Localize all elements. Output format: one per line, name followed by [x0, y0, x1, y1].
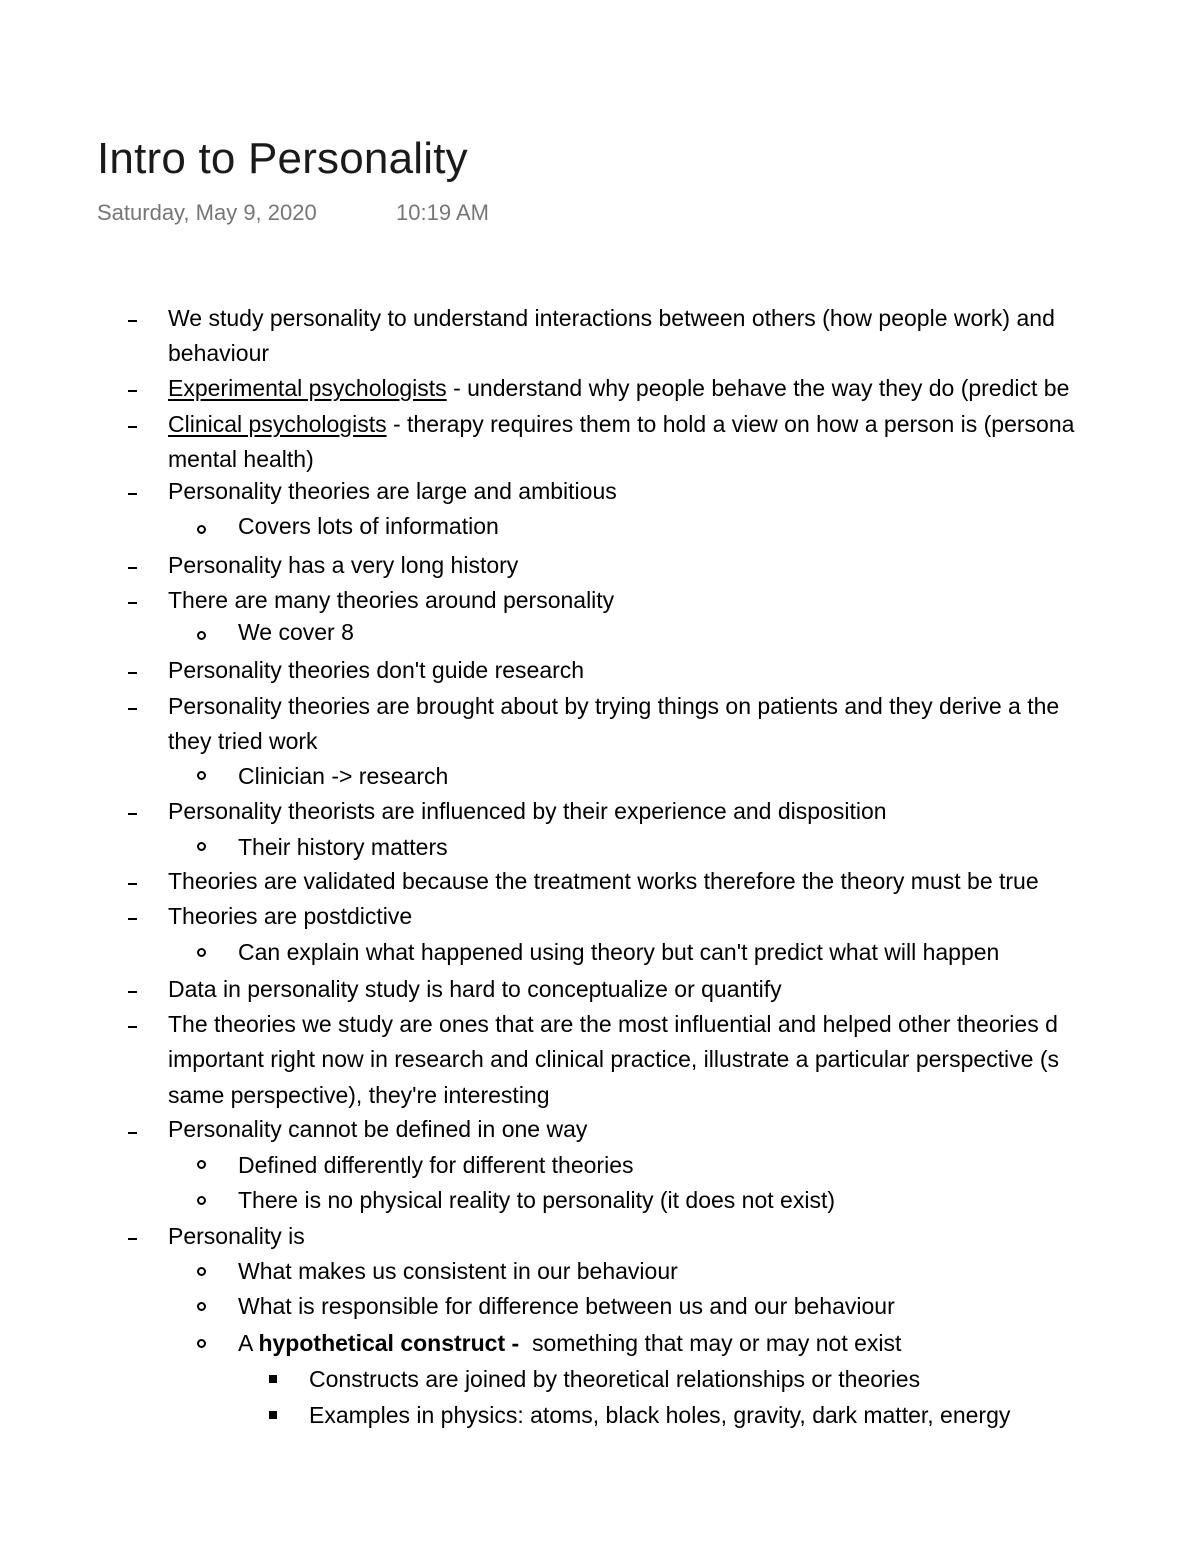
note-line: Personality theories don't guide research [168, 657, 585, 683]
dash-bullet [128, 1132, 137, 1134]
dash-bullet [128, 883, 137, 885]
circle-bullet [197, 631, 206, 640]
page-title: Intro to Personality [97, 134, 468, 183]
note-subline [238, 1328, 901, 1358]
note-text: something that may or may not exist [519, 1330, 902, 1356]
note-subline: We cover 8 [238, 619, 354, 645]
dash-bullet [128, 1238, 137, 1240]
dash-bullet [128, 426, 137, 428]
dash-bullet [128, 567, 137, 569]
circle-bullet [197, 948, 206, 957]
dash-bullet [128, 991, 137, 993]
circle-bullet [197, 1267, 206, 1276]
note-text: - therapy requires them to hold a view on how a person is (persona [386, 411, 1075, 437]
note-line: Personality has a very long history [168, 552, 519, 578]
dash-bullet [128, 493, 137, 495]
dash-bullet [128, 813, 137, 815]
note-line: There are many theories around personality [168, 587, 615, 613]
note-line: Personality theorists are influenced by their experience and disposition [168, 798, 887, 824]
page-time: 10:19 AM [396, 200, 489, 225]
note-line: Personality theories are large and ambitious [168, 478, 617, 504]
note-subsubline: Examples in physics: atoms, black holes, gravity, dark matter, energy [309, 1402, 1011, 1428]
square-bullet [269, 1375, 277, 1383]
dash-bullet [128, 320, 137, 322]
circle-bullet [197, 1160, 206, 1169]
note-subline: What is responsible for difference between us and our behaviour [238, 1293, 895, 1319]
note-text: A [238, 1330, 259, 1356]
square-bullet [269, 1411, 277, 1419]
clinical-psychologists-term: Clinical psychologists [168, 411, 387, 437]
dash-bullet [128, 1026, 137, 1028]
note-line: they tried work [168, 728, 318, 754]
note-line: behaviour [168, 340, 270, 366]
circle-bullet [197, 1196, 206, 1205]
circle-bullet [197, 771, 206, 780]
dash-bullet [128, 708, 137, 710]
note-line: Personality is [168, 1223, 305, 1249]
note-line: Data in personality study is hard to conceptualize or quantify [168, 976, 782, 1002]
note-subline: Their history matters [238, 834, 448, 860]
note-text: - understand why people behave the way they do (predict be [446, 375, 1070, 401]
circle-bullet [197, 1302, 206, 1311]
note-line: important right now in research and clinical practice, illustrate a particular perspective (s [168, 1046, 1060, 1072]
circle-bullet [197, 842, 206, 851]
note-subline: There is no physical reality to personality (it does not exist) [238, 1187, 835, 1213]
note-line: mental health) [168, 446, 314, 472]
note-subline: What makes us consistent in our behaviour [238, 1258, 678, 1284]
circle-bullet [197, 1339, 206, 1348]
page-date: Saturday, May 9, 2020 [97, 200, 317, 225]
note-subline: Covers lots of information [238, 513, 499, 539]
note-line: Theories are postdictive [168, 903, 413, 929]
experimental-psychologists-term: Experimental psychologists [168, 375, 447, 401]
note-subsubline: Constructs are joined by theoretical relationships or theories [309, 1366, 921, 1392]
note-line: same perspective), they're interesting [168, 1082, 550, 1108]
note-line [168, 373, 1069, 403]
dash-bullet [128, 672, 137, 674]
note-subline: Defined differently for different theories [238, 1152, 634, 1178]
note-line: Personality cannot be defined in one way [168, 1116, 588, 1142]
note-subline: Can explain what happened using theory but can't predict what will happen [238, 939, 1000, 965]
note-line: Theories are validated because the treatment works therefore the theory must be true [168, 868, 1039, 894]
note-line: Personality theories are brought about by trying things on patients and they derive a the [168, 693, 1060, 719]
dash-bullet [128, 390, 137, 392]
dash-bullet [128, 602, 137, 604]
note-line: The theories we study are ones that are the most influential and helped other theories d [168, 1011, 1058, 1037]
dash-bullet [128, 918, 137, 920]
note-line: We study personality to understand interactions between others (how people work) and [168, 305, 1055, 331]
note-subline: Clinician -> research [238, 763, 449, 789]
note-line [168, 409, 1074, 439]
hypothetical-construct-term: hypothetical construct - [258, 1330, 520, 1356]
circle-bullet [197, 525, 206, 534]
